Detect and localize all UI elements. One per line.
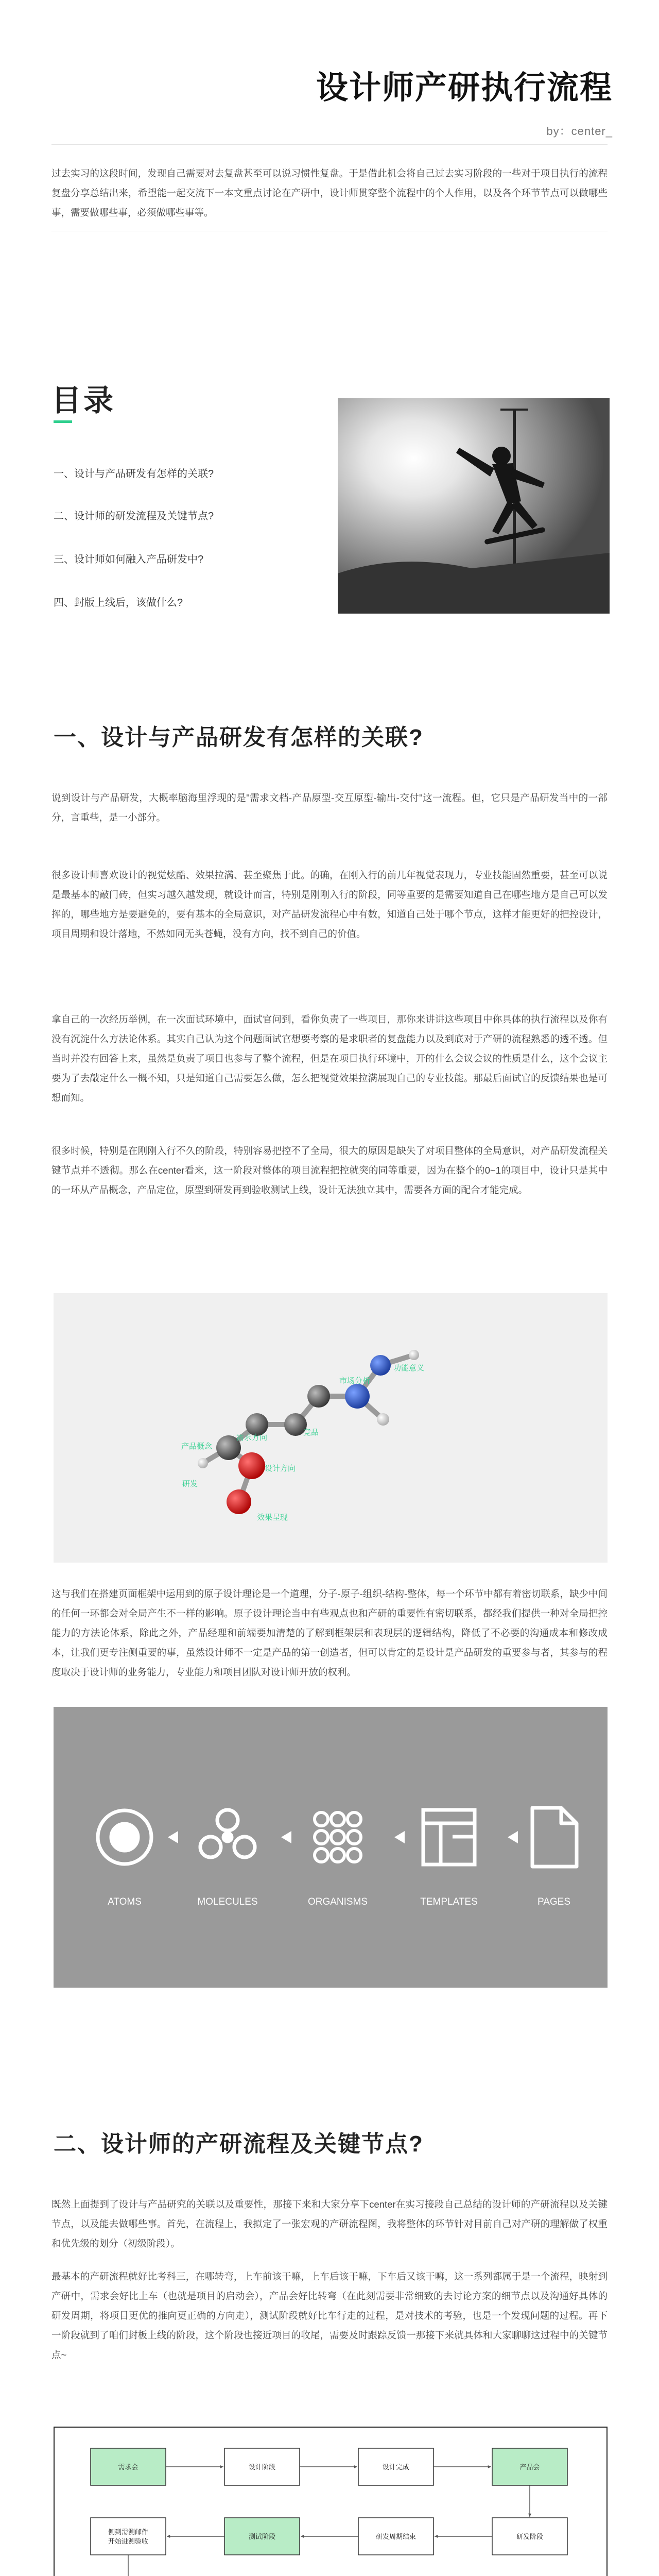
molecule-label: 功能意义 [393, 1364, 425, 1372]
flow-node [492, 2518, 567, 2555]
flow-node-label: 研发周期结束 [375, 2533, 417, 2540]
flow-node-label: 需求会 [118, 2463, 138, 2471]
flow-node-label: 研发阶段 [516, 2533, 544, 2540]
atomic-label: ORGANISMS [307, 1896, 368, 1907]
molecule-label: 效果呈现 [257, 1513, 288, 1522]
flow-node [91, 2518, 166, 2555]
flow-arrowhead [528, 2514, 531, 2517]
paragraph: 很多设计师喜欢设计的视觉炫酷、效果拉满、甚至聚焦于此。的确，在刚入行的前几年视觉表现力，专业技能固然重要，甚至可以说是最基本的敲门砖，但实习越久越发现，就设计而言，特别是刚刚入行的阶段，同等重要的是需要知道自己在哪些地方是自己可以发挥的，哪些地方是要避免的，要有基本的全局意识，对产品研发流程心中有数，知道自己处于哪个节点，这样才能更好的把控设计，项目周期和设计落地，不然如同无头苍蝇，没有方向，找不到自己的价值。 [51, 870, 608, 939]
flow-node-label: 侧到需测邮件 [108, 2528, 149, 2536]
molecule-label: 市场分析 [339, 1377, 371, 1385]
paragraph: 拿自己的一次经历举例，在一次面试环境中，面试官问到，看你负责了一些项目，那你来讲讲这些项目中你具体的执行流程以及你有没有沉淀什么方法论体系。其实自己认为这个问题面试官想要考察的是求职者的复盘能力以及到底对于产研的流程熟悉的透不透。但当时并没有回答上来，虽然是负责了项目也参与了整个流程，但是在项目执行环境中，开的什么会议会议的性质是什么，这个会议主要为了去敲定什么一概不知，只是知道自己需要怎么做，怎么把视觉效果拉满展现自己的专业技能。那最后面试官的反馈结果也是可想而知。 [51, 1014, 608, 1103]
page-title [0, 62, 613, 108]
divider [51, 144, 608, 145]
flow-node [224, 2518, 300, 2555]
toc-item[interactable]: 三、设计师如何融入产品研发中? [54, 554, 204, 565]
toc-item[interactable]: 二、设计师的研发流程及关键节点? [54, 511, 214, 522]
paragraph: 既然上面提到了设计与产品研究的关联以及重要性，那接下来和大家分享下center在实习接段自己总结的设计师的产研流程以及关键节点，以及能去做哪些事。首先，在流程上，我拟定了一张宏观的产研流程图，我将整体的环节针对目前自己对产研的理解做了权重和优先级的划分（初级阶段）。 [51, 2199, 608, 2249]
atomic-label: TEMPLATES [420, 1896, 478, 1907]
toc-item[interactable]: 四、封版上线后，该做什么? [54, 597, 183, 608]
skateboarder-photo [338, 398, 610, 614]
toc-title: 目录 [51, 384, 116, 417]
molecule-diagram [54, 1293, 608, 1563]
paragraph: 这与我们在搭建页面框架中运用到的原子设计理论是一个道理，分子-原子-组织-结构-整体，每一个环节中都有着密切联系，缺少中间的任何一环都会对全局产生不一样的影响。原子设计理论当中有些观点也和产研的重要性有密切联系，都经我们提供一种对全局把控能力的方法论体系，除此之外，产品经理和前端要加清楚的了解到框架层和表现层的逻辑结构，降低了不必要的沟通成本和修改成本，让我们更专注侧重要的事，虽然设计师不一定是产品的第一创造者，但可以肯定的是设计是产品研发的重要参与者，其参与的程度取决于设计师的业务能力，专业能力和项目团队对设计师开放的权利。 [51, 1588, 608, 1677]
flow-arrowhead [301, 2535, 304, 2538]
flow-arrowhead [167, 2535, 170, 2538]
flow-node [358, 2448, 433, 2485]
molecule-label: 设计方向 [265, 1464, 296, 1473]
title-green: 产研执行流程 [414, 70, 613, 106]
atomic-label: ATOMS [108, 1896, 142, 1907]
flow-node-label: 产品会 [519, 2463, 540, 2471]
flow-arrowhead [220, 2465, 223, 2468]
flow-node-label: 开始进测验收 [108, 2537, 149, 2545]
atomic-label: MOLECULES [197, 1896, 258, 1907]
paragraph: 最基本的产研流程就好比考科三，在哪转弯，上车前该干嘛，上车后该干嘛，下车后又该干嘛，这一系列都属于是一个流程，映射到产研中，需求会好比上车（也就是项目的启动会），产品会好比转弯（在此刻需要非常细致的去讨论方案的细节点以及沟通好具体的研发周期，将项目更优的推向更正确的方向走），测试阶段就好比车行走的过程，是对技术的考验，也是一个发现问题的过程。再下一阶段就到了咱们封板上线的阶段，这个阶段也接近项目的收尾，需要及时跟踪反馈一那接下来就具体和大家聊聊这过程中的关键节点~ [51, 2271, 608, 2360]
process-flowchart [54, 2427, 608, 2576]
atomic-design-diagram [54, 1707, 608, 1988]
flow-node-label: 设计阶段 [248, 2463, 276, 2471]
flow-node-label: 设计完成 [382, 2463, 410, 2471]
flow-node [224, 2448, 300, 2485]
title-black: 设计师 [316, 70, 415, 106]
flow-node-label: 测试阶段 [248, 2533, 276, 2540]
toc-accent-bar [54, 420, 72, 423]
flow-arrowhead [354, 2465, 357, 2468]
molecule-label: 需求方向 [236, 1433, 268, 1442]
paragraph: 说到设计与产品研发，大概率脑海里浮现的是"需求文档-产品原型-交互原型-输出-交付"这一流程。但，它只是产品研发当中的一部分，言重些，是一小部分。 [51, 792, 608, 823]
flow-node [492, 2448, 567, 2485]
flow-node [358, 2518, 433, 2555]
molecule-label: 竞品 [303, 1428, 319, 1437]
molecule-label: 产品概念 [181, 1442, 213, 1451]
paragraph: 很多时候，特别是在刚刚入行不久的阶段，特别容易把控不了全局，很大的原因是缺失了对项目整体的全局意识，对产品研发流程关键节点并不透彻。那么在center看来，这一阶段对整体的项目流程把控就突的同等重要，因为在整个的0~1的项目中，设计只是其中的一环从产品概念，产品定位，原型到研发再到验收测试上线，设计无法独立其中，需要各方面的配合才能完成。 [51, 1145, 608, 1195]
section-heading: 二、设计师的产研流程及关键节点? [54, 2131, 424, 2157]
toc-item[interactable]: 一、设计与产品研发有怎样的关联? [54, 468, 214, 480]
section-heading: 一、设计与产品研发有怎样的关联? [54, 725, 424, 750]
atomic-label: PAGES [537, 1896, 571, 1907]
author-byline: by：center_ [546, 125, 613, 138]
flow-node [91, 2448, 166, 2485]
flow-arrowhead [435, 2535, 438, 2538]
molecule-label: 研发 [182, 1480, 198, 1488]
intro-paragraph: 过去实习的这段时间，发现自己需要对去复盘甚至可以说习惯性复盘。于是借此机会将自己过去实习阶段的一些对于项目执行的流程复盘分享总结出来，希望能一起交流下一本文重点讨论在产研中，设计师贯穿整个流程中的个人作用，以及各个环节节点可以做哪些事，需要做哪些事，必须做哪些事等。 [51, 168, 608, 218]
flow-arrowhead [488, 2465, 491, 2468]
